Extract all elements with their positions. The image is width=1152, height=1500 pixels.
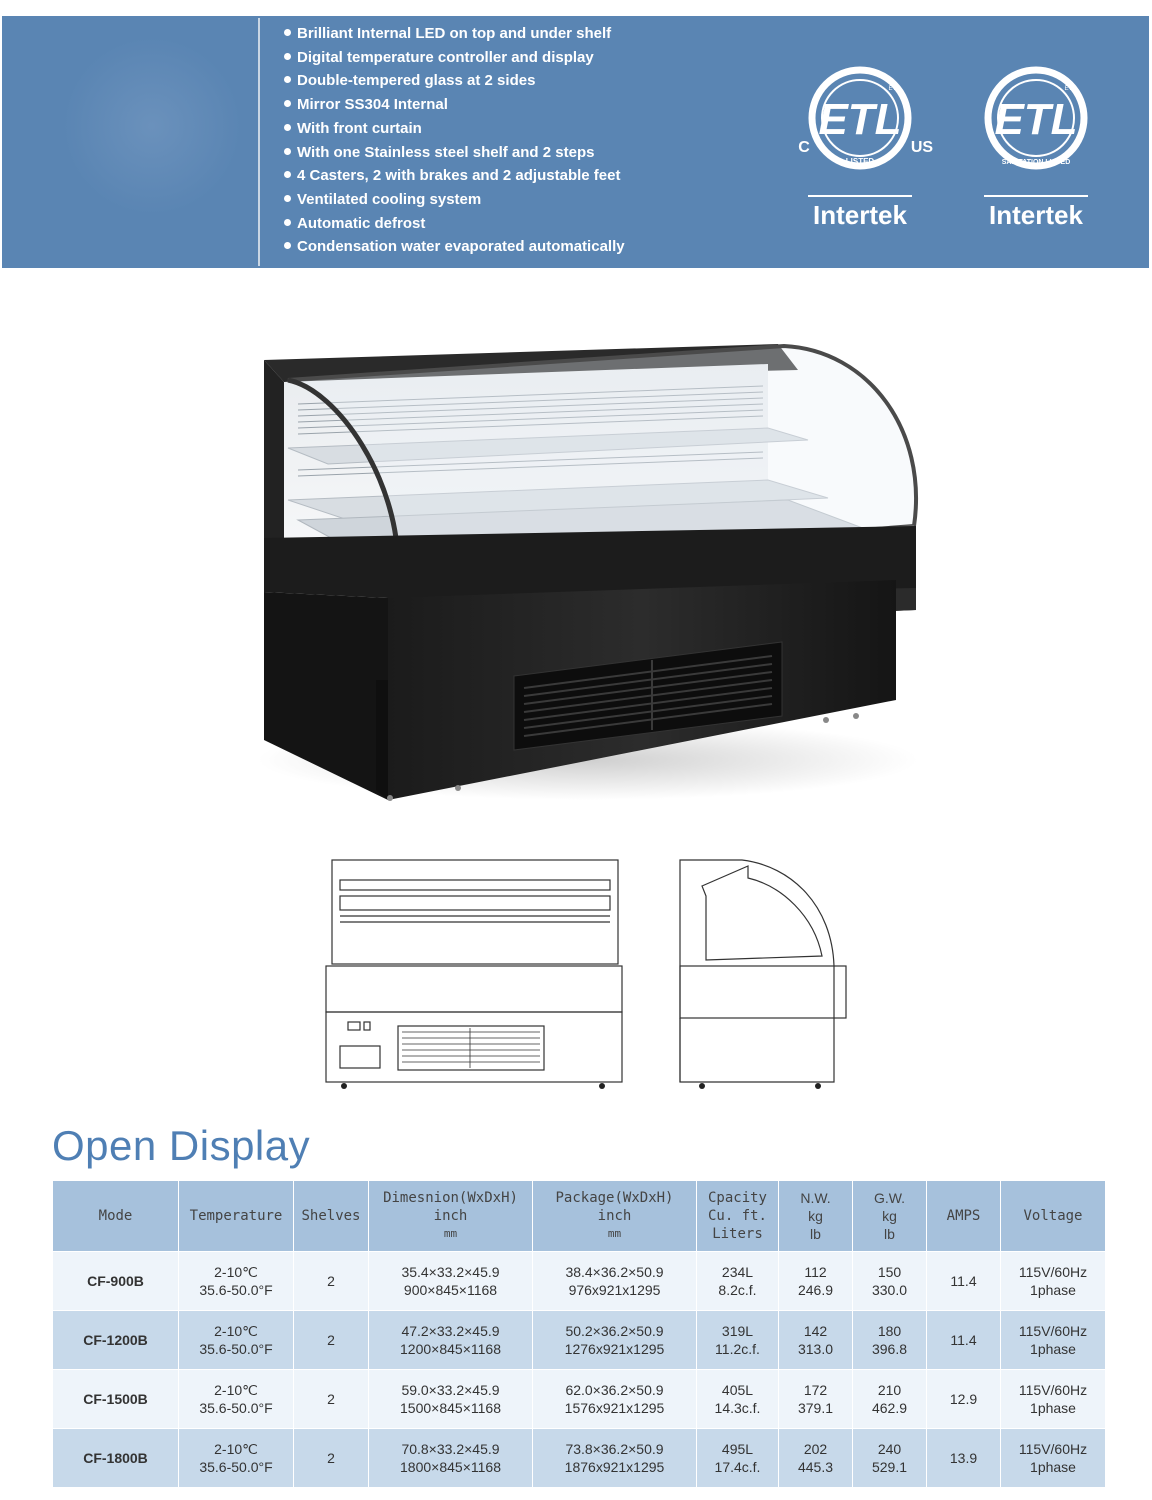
cert-country-us: US	[910, 139, 934, 156]
capacity-cell: 234L 8.2c.f.	[697, 1252, 779, 1311]
intertek-brand: Intertek	[989, 200, 1083, 230]
temperature-cell: 2-10℃ 35.6-50.0°F	[179, 1311, 294, 1370]
gross-weight-cell: 210 462.9	[853, 1370, 927, 1429]
bullet-icon	[284, 195, 291, 202]
header-shelves: Shelves	[294, 1181, 369, 1252]
header-net-weight: N.W. kg lb	[779, 1181, 853, 1252]
voltage-cell: 115V/60Hz 1phase	[1001, 1252, 1106, 1311]
bullet-icon	[284, 76, 291, 83]
tiny-mark: ETL	[888, 86, 900, 92]
section-title: Open Display	[52, 1122, 311, 1169]
ring-text: SANITATION LISTED	[1001, 159, 1071, 166]
dimension-cell: 59.0×33.2×45.9 1500×845×1168	[369, 1370, 533, 1429]
dimension-cell: 35.4×33.2×45.9 900×845×1168	[369, 1252, 533, 1311]
net-weight-cell: 202 445.3	[779, 1429, 853, 1488]
temperature-cell: 2-10℃ 35.6-50.0°F	[179, 1252, 294, 1311]
etl-listed-logo-icon	[786, 60, 946, 190]
header-temperature: Temperature	[179, 1181, 294, 1252]
etl-mark-text: ETL	[994, 95, 1078, 144]
header-amps: AMPS	[927, 1181, 1001, 1252]
etl-sanitation-logo-icon	[962, 60, 1122, 190]
amps-cell: 11.4	[927, 1311, 1001, 1370]
bullet-icon	[284, 219, 291, 226]
amps-cell: 12.9	[927, 1370, 1001, 1429]
etl-listed-cert	[786, 60, 946, 240]
net-weight-cell: 172 379.1	[779, 1370, 853, 1429]
model-cell: CF-900B	[53, 1252, 179, 1311]
cert-rule	[984, 195, 1088, 197]
feature-item: With one Stainless steel shelf and 2 steps	[284, 141, 625, 165]
feature-item: Ventilated cooling system	[284, 188, 625, 212]
dimension-cell: 47.2×33.2×45.9 1200×845×1168	[369, 1311, 533, 1370]
gross-weight-cell: 180 396.8	[853, 1311, 927, 1370]
package-cell: 73.8×36.2×50.9 1876x921x1295	[533, 1429, 697, 1488]
model-cell: CF-1500B	[53, 1370, 179, 1429]
header-capacity: Cpacity Cu. ft. Liters	[697, 1181, 779, 1252]
table-row	[53, 1429, 1106, 1488]
header-gross-weight: G.W. kg lb	[853, 1181, 927, 1252]
bullet-icon	[284, 171, 291, 178]
voltage-cell: 115V/60Hz 1phase	[1001, 1311, 1106, 1370]
gross-weight-cell: 150 330.0	[853, 1252, 927, 1311]
package-cell: 38.4×36.2×50.9 976x921x1295	[533, 1252, 697, 1311]
feature-item: Brilliant Internal LED on top and under shelf	[284, 22, 625, 46]
table-row	[53, 1370, 1106, 1429]
feature-banner	[2, 16, 1149, 268]
feature-item: With front curtain	[284, 117, 625, 141]
cert-country-c: C	[798, 139, 810, 156]
amps-cell: 11.4	[927, 1252, 1001, 1311]
voltage-cell: 115V/60Hz 1phase	[1001, 1429, 1106, 1488]
net-weight-cell: 142 313.0	[779, 1311, 853, 1370]
header-mode: Mode	[53, 1181, 179, 1252]
bullet-icon	[284, 124, 291, 131]
header-package: Package(WxDxH) inch mm	[533, 1181, 697, 1252]
bullet-icon	[284, 148, 291, 155]
package-cell: 62.0×36.2×50.9 1576x921x1295	[533, 1370, 697, 1429]
header-voltage: Voltage	[1001, 1181, 1106, 1252]
ring-text: LISTED	[845, 157, 875, 166]
banner-divider	[258, 18, 260, 266]
etl-mark-text: ETL	[818, 95, 902, 144]
feature-item: Double-tempered glass at 2 sides	[284, 69, 625, 93]
open-display-fridge-illustration	[228, 330, 948, 820]
feature-item: Mirror SS304 Internal	[284, 93, 625, 117]
shelves-cell: 2	[294, 1311, 369, 1370]
header-dimension: Dimesnion(WxDxH) inch mm	[369, 1181, 533, 1252]
capacity-cell: 495L 17.4c.f.	[697, 1429, 779, 1488]
bullet-icon	[284, 100, 291, 107]
net-weight-cell: 112 246.9	[779, 1252, 853, 1311]
table-row	[53, 1252, 1106, 1311]
feature-item: Automatic defrost	[284, 212, 625, 236]
intertek-brand: Intertek	[813, 200, 907, 230]
capacity-cell: 405L 14.3c.f.	[697, 1370, 779, 1429]
shelves-cell: 2	[294, 1429, 369, 1488]
model-cell: CF-1800B	[53, 1429, 179, 1488]
shelves-cell: 2	[294, 1370, 369, 1429]
shelves-cell: 2	[294, 1252, 369, 1311]
temperature-cell: 2-10℃ 35.6-50.0°F	[179, 1429, 294, 1488]
bullet-icon	[284, 242, 291, 249]
product-image	[228, 330, 948, 820]
feature-item: Digital temperature controller and display	[284, 46, 625, 70]
model-cell: CF-1200B	[53, 1311, 179, 1370]
banner-shade	[62, 36, 242, 216]
bullet-icon	[284, 29, 291, 36]
dimension-cell: 70.8×33.2×45.9 1800×845×1168	[369, 1429, 533, 1488]
tiny-mark: ETL	[1064, 86, 1076, 92]
cert-rule	[808, 195, 912, 197]
capacity-cell: 319L 11.2c.f.	[697, 1311, 779, 1370]
amps-cell: 13.9	[927, 1429, 1001, 1488]
feature-list	[284, 22, 625, 259]
feature-item: Condensation water evaporated automatically	[284, 235, 625, 259]
bullet-icon	[284, 53, 291, 60]
feature-item: 4 Casters, 2 with brakes and 2 adjustable feet	[284, 164, 625, 188]
technical-drawings	[322, 856, 852, 1096]
front-side-view-drawings	[322, 856, 852, 1096]
gross-weight-cell: 240 529.1	[853, 1429, 927, 1488]
table-row	[53, 1311, 1106, 1370]
voltage-cell: 115V/60Hz 1phase	[1001, 1370, 1106, 1429]
temperature-cell: 2-10℃ 35.6-50.0°F	[179, 1370, 294, 1429]
package-cell: 50.2×36.2×50.9 1276x921x1295	[533, 1311, 697, 1370]
spec-table	[52, 1180, 1106, 1488]
etl-sanitation-cert	[962, 60, 1122, 240]
table-header-row	[53, 1181, 1106, 1252]
